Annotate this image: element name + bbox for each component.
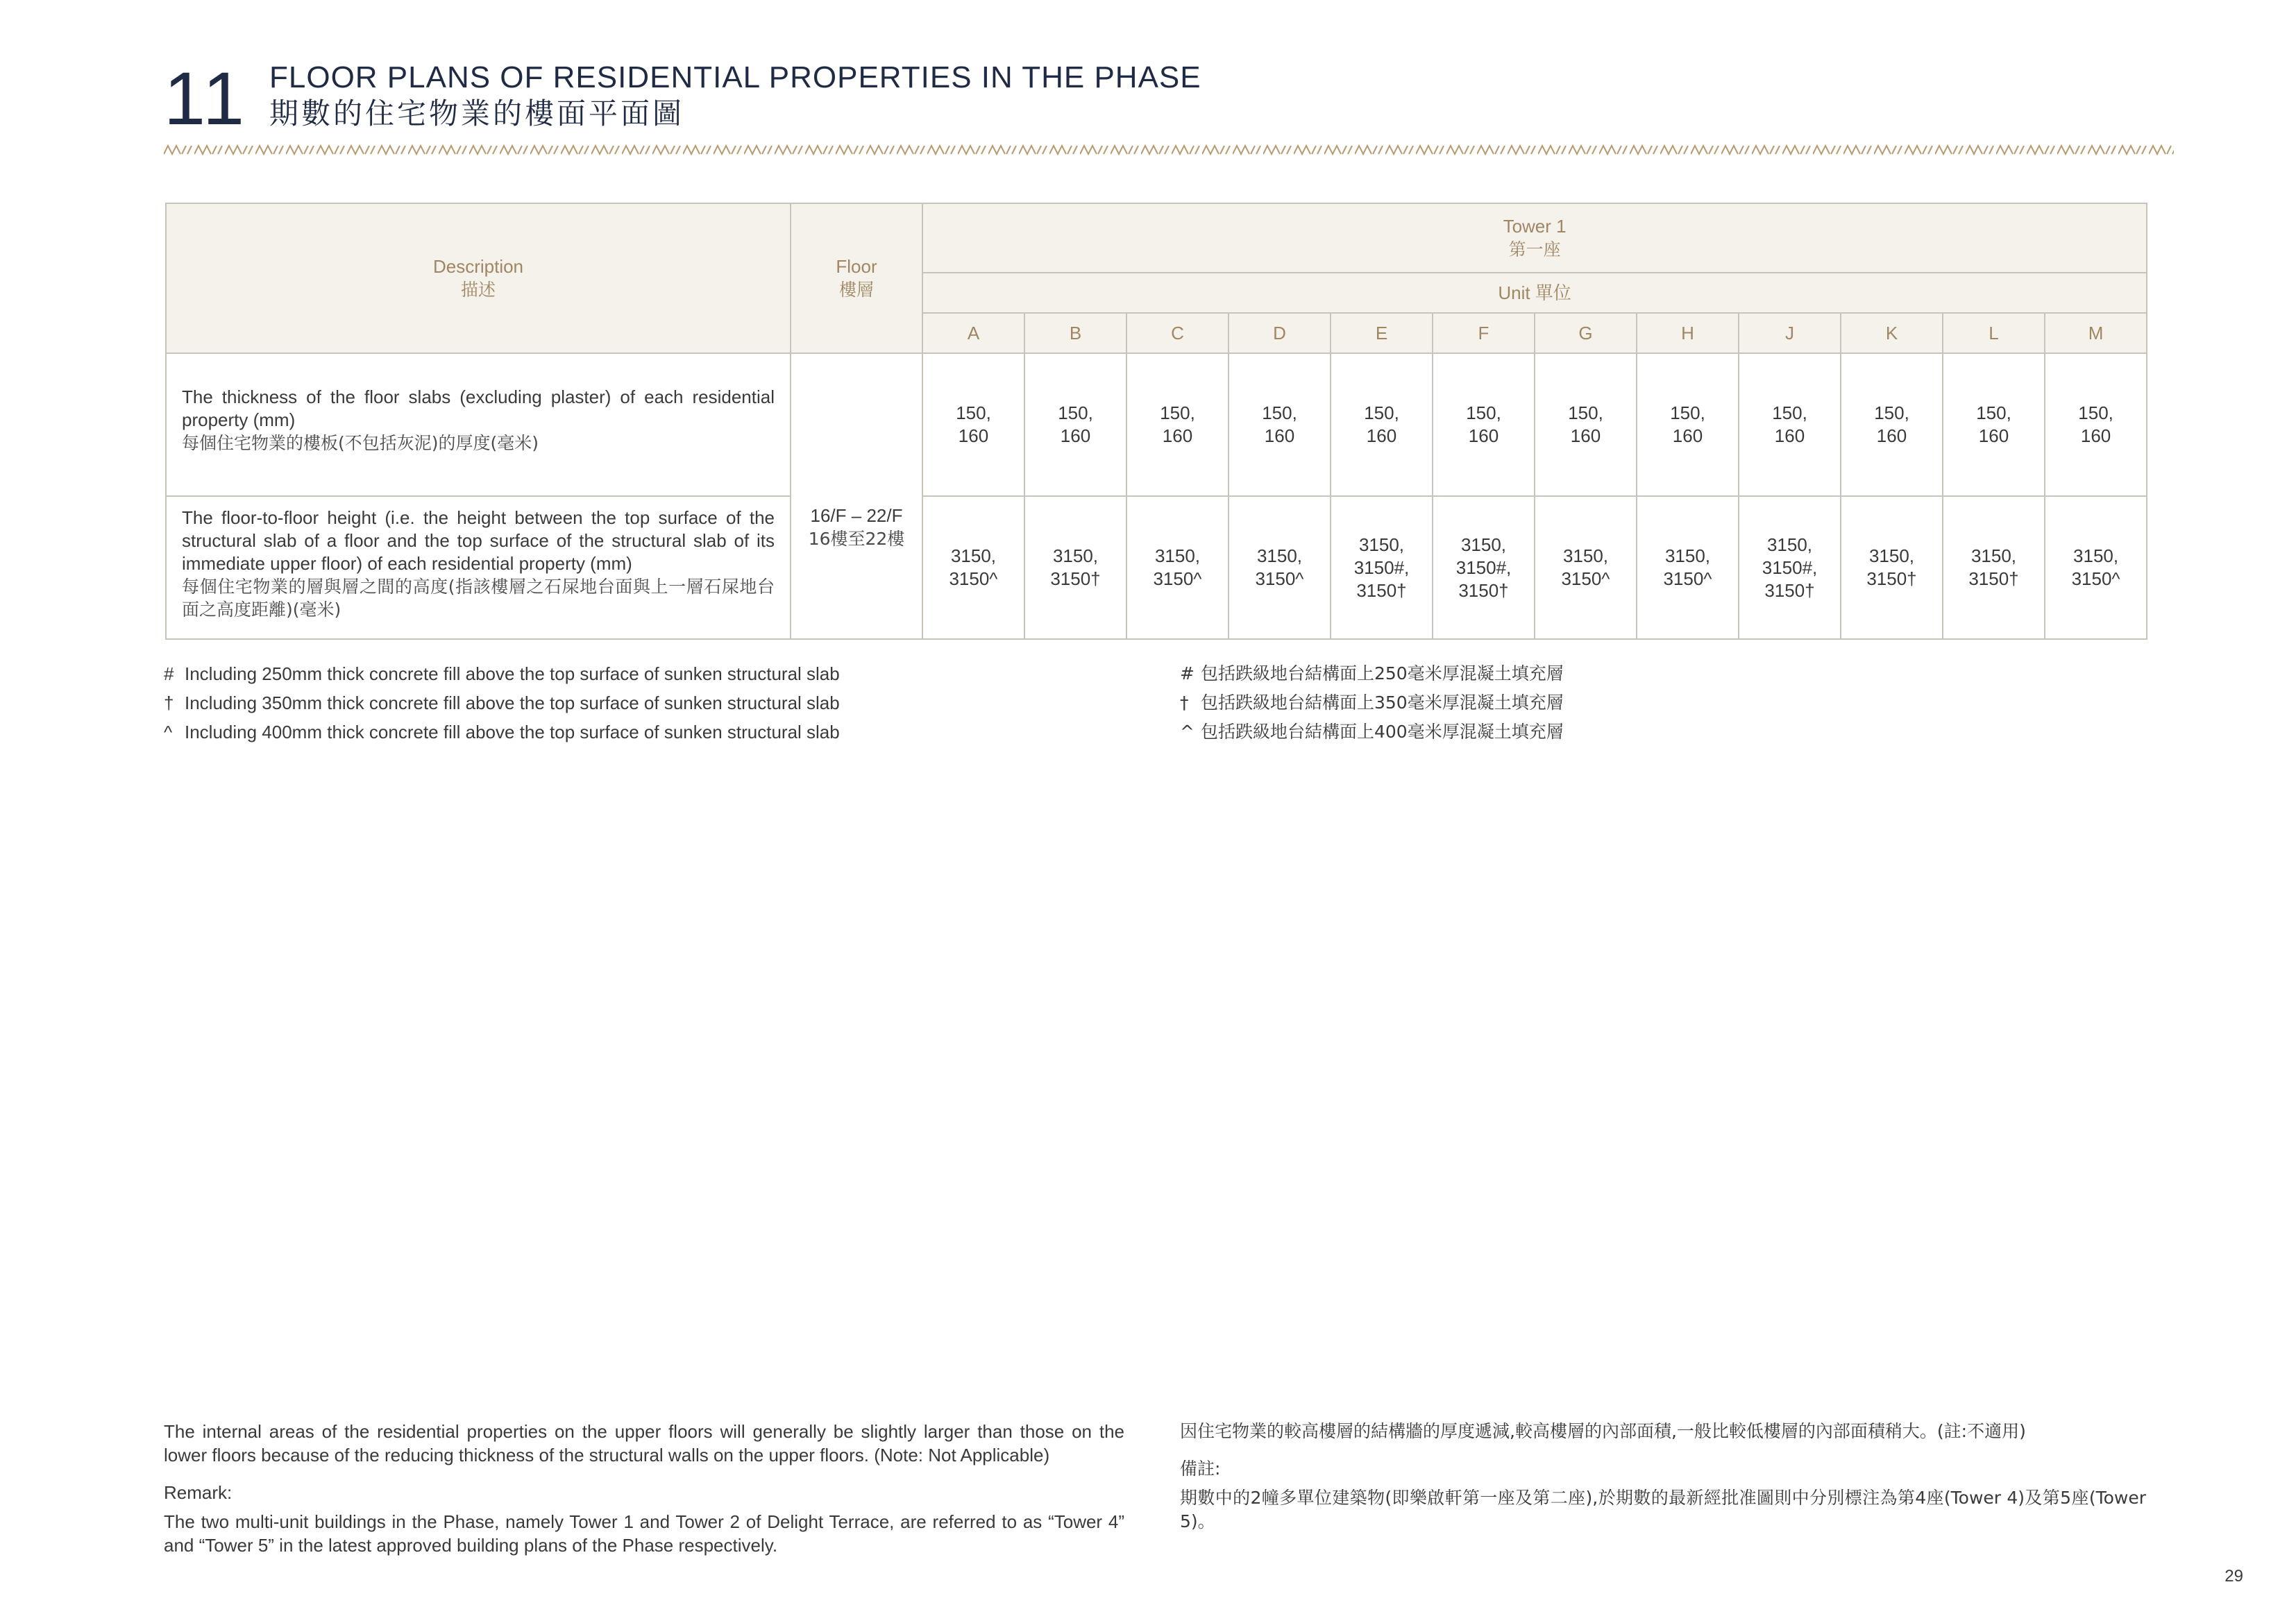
footnote xyxy=(164,717,1066,747)
value-cell: 3150, 3150^ xyxy=(1637,496,1739,639)
footer-notes-en xyxy=(164,1420,1124,1571)
footnotes-en xyxy=(164,659,1066,747)
row-description-en: The floor-to-floor height (i.e. the height between the top surface of the structural slab of a floor and the top surface of the structural slab of its immediate upper floor) of each residential property (mm) xyxy=(182,507,775,574)
row-description xyxy=(166,353,791,496)
value-cell: 3150, 3150† xyxy=(1024,496,1126,639)
description-header-zh: 描述 xyxy=(460,280,496,300)
unit-col-header: M xyxy=(2045,313,2147,353)
value-cell: 150, 160 xyxy=(1943,353,2045,496)
value-cell: 3150, 3150#, 3150† xyxy=(1331,496,1433,639)
remark-label: Remark: xyxy=(164,1482,233,1503)
value-cell: 150, 160 xyxy=(1637,353,1739,496)
remark-text: The two multi-unit buildings in the Phase, namely Tower 1 and Tower 2 of Delight Terrace, are referred to as “Tower 4” and “Tower 5” in the latest approved building plans of the Phase respectively. xyxy=(164,1511,1124,1556)
unit-col-header: D xyxy=(1229,313,1331,353)
footnote xyxy=(1180,688,2082,717)
floor-header xyxy=(791,203,922,353)
value-cell: 150, 160 xyxy=(1739,353,1841,496)
footnote xyxy=(1180,717,2082,747)
floor-range xyxy=(791,353,922,639)
value-cell: 150, 160 xyxy=(1841,353,1943,496)
row-description xyxy=(166,496,791,639)
tower-header xyxy=(922,203,2147,273)
value-cell: 3150, 3150^ xyxy=(922,496,1024,639)
footnote-text: 包括跌級地台結構面上350毫米厚混凝土填充層 xyxy=(1201,692,1564,713)
value-cell: 150, 160 xyxy=(2045,353,2147,496)
footnote-text: Including 400mm thick concrete fill above the top surface of sunken structural slab xyxy=(185,722,840,742)
value-cell: 150, 160 xyxy=(1331,353,1433,496)
internal-area-note: 因住宅物業的較高樓層的結構牆的厚度遞減,較高樓層的內部面積,一般比較低樓層的內部面積稍大。(註:不適用) xyxy=(1180,1421,2026,1441)
footnote-text: Including 250mm thick concrete fill above the top surface of sunken structural slab xyxy=(185,663,840,684)
internal-area-note: The internal areas of the residential properties on the upper floors will generally be slightly larger than those on the lower floors because of the reducing thickness of the structural walls on the upper floors. (Note: Not Applicable) xyxy=(164,1421,1124,1465)
value-cell: 3150, 3150^ xyxy=(1535,496,1637,639)
unit-col-header: A xyxy=(922,313,1024,353)
row-description-en: The thickness of the floor slabs (excluding plaster) of each residential property (mm) xyxy=(182,386,775,430)
value-cell: 150, 160 xyxy=(1535,353,1637,496)
value-cell: 150, 160 xyxy=(922,353,1024,496)
unit-col-header: K xyxy=(1841,313,1943,353)
unit-col-header: B xyxy=(1024,313,1126,353)
section-number: 11 xyxy=(164,56,248,140)
value-cell: 150, 160 xyxy=(1024,353,1126,496)
page-header xyxy=(164,54,2177,140)
value-cell: 3150, 3150^ xyxy=(1229,496,1331,639)
footnote-symbol: ^ xyxy=(164,722,173,742)
tower-header-zh: 第一座 xyxy=(1508,239,1561,260)
footnote-symbol: # xyxy=(164,663,174,684)
value-cell: 3150, 3150† xyxy=(1943,496,2045,639)
table-row xyxy=(166,496,2147,639)
floor-range-en: 16/F – 22/F xyxy=(810,504,903,526)
footnote xyxy=(164,659,1066,688)
remark-label: 備註: xyxy=(1180,1459,1221,1479)
unit-col-header: E xyxy=(1331,313,1433,353)
value-cell: 3150, 3150#, 3150† xyxy=(1739,496,1841,639)
floor-slab-spec-table xyxy=(165,203,2147,640)
unit-col-header: J xyxy=(1739,313,1841,353)
unit-col-header: C xyxy=(1126,313,1229,353)
value-cell: 3150, 3150^ xyxy=(2045,496,2147,639)
footnote-text: 包括跌級地台結構面上400毫米厚混凝土填充層 xyxy=(1201,722,1564,742)
row-description-zh: 每個住宅物業的樓板(不包括灰泥)的厚度(毫米) xyxy=(182,433,539,453)
value-cell: 150, 160 xyxy=(1229,353,1331,496)
floor-range-zh: 16樓至22樓 xyxy=(808,528,905,549)
value-cell: 150, 160 xyxy=(1126,353,1229,496)
unit-col-header: H xyxy=(1637,313,1739,353)
footnote-symbol: † xyxy=(164,692,174,713)
row-description-zh: 每個住宅物業的層與層之間的高度(指該樓層之石屎地台面與上一層石屎地台面之高度距離)(毫米) xyxy=(182,577,775,620)
footnote xyxy=(164,688,1066,717)
unit-col-header: G xyxy=(1535,313,1637,353)
page-number: 29 xyxy=(2225,1567,2243,1586)
unit-col-header: L xyxy=(1943,313,2045,353)
footnote-text: 包括跌級地台結構面上250毫米厚混凝土填充層 xyxy=(1201,663,1564,683)
footer-notes-zh xyxy=(1180,1420,2146,1547)
section-title-en: FLOOR PLANS OF RESIDENTIAL PROPERTIES IN THE PHASE xyxy=(269,60,1201,94)
unit-header: Unit 單位 xyxy=(922,273,2147,313)
description-header xyxy=(166,203,791,353)
remark-text: 期數中的2幢多單位建築物(即樂啟軒第一座及第二座),於期數的最新經批准圖則中分別標注為第4座(Tower 4)及第5座(Tower 5)。 xyxy=(1180,1488,2146,1531)
footnote-symbol: † xyxy=(1180,692,1189,713)
footnote-text: Including 350mm thick concrete fill above the top surface of sunken structural slab xyxy=(185,692,840,713)
footnote-symbol: # xyxy=(1180,663,1195,683)
unit-col-header: F xyxy=(1433,313,1535,353)
footnote-symbol: ^ xyxy=(1180,722,1195,742)
decorative-zigzag-divider xyxy=(164,143,2174,157)
section-title-zh: 期數的住宅物業的樓面平面圖 xyxy=(269,96,685,130)
description-header-en: Description xyxy=(432,256,524,277)
value-cell: 3150, 3150#, 3150† xyxy=(1433,496,1535,639)
floor-header-en: Floor xyxy=(836,256,877,277)
footnote xyxy=(1180,659,2082,688)
value-cell: 3150, 3150† xyxy=(1841,496,1943,639)
floor-header-zh: 樓層 xyxy=(838,280,874,300)
value-cell: 3150, 3150^ xyxy=(1126,496,1229,639)
footnotes-zh xyxy=(1180,659,2082,747)
tower-header-en: Tower 1 xyxy=(1503,216,1567,237)
table-row xyxy=(166,353,2147,496)
value-cell: 150, 160 xyxy=(1433,353,1535,496)
